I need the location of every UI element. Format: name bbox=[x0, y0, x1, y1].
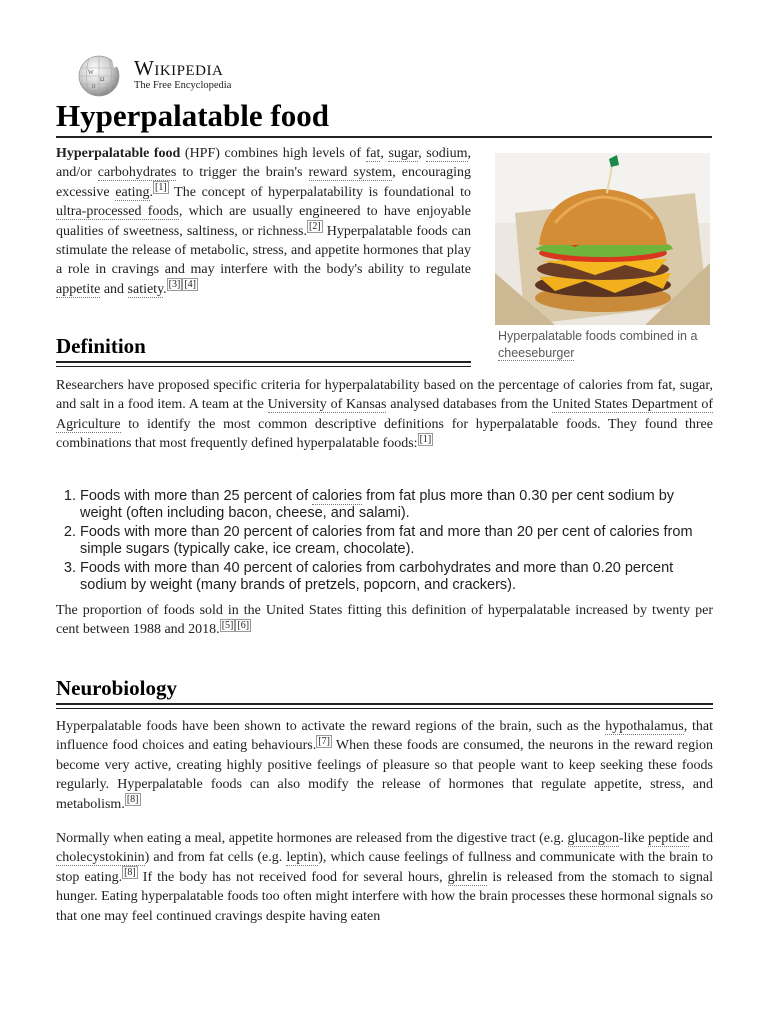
text-run: to trigger the brain's bbox=[176, 165, 309, 181]
citation-8[interactable]: [8] bbox=[126, 793, 139, 805]
text-run: and bbox=[100, 281, 128, 297]
text-run: , that influence food choices and eating behaviours. bbox=[56, 719, 713, 754]
text-run: Normally when eating a meal, appetite hormones are released from the digestive tract (e.g. bbox=[56, 831, 568, 846]
link-cheeseburger[interactable]: cheeseburger bbox=[498, 346, 575, 360]
text-run: Foods with more than 20 percent of calories from fat and more than 20 per cent of calories from simple sugars (typically cake, ice cream, chocolate). bbox=[80, 524, 693, 557]
list-item bbox=[80, 488, 716, 521]
section-divider bbox=[56, 703, 713, 705]
definition-paragraph-1 bbox=[56, 376, 713, 454]
definition-paragraph-2 bbox=[56, 601, 713, 640]
link-carbohydrates[interactable]: carbohydrates bbox=[97, 165, 177, 181]
text-run: , which are usually engineered to have enjoyable qualities of sweetness, saltiness, or richness. bbox=[56, 204, 471, 239]
link-ghrelin[interactable]: ghrelin bbox=[447, 869, 488, 885]
link-glucagon[interactable]: glucagon bbox=[567, 831, 619, 846]
text-run: . bbox=[163, 281, 167, 297]
text-run: from fat plus more than 0.30 per cent sodium by weight (often including bacon, cheese, and salami). bbox=[80, 488, 675, 521]
text-run: -like bbox=[618, 831, 649, 846]
citation-8[interactable]: [8] bbox=[124, 867, 136, 879]
section-divider bbox=[56, 361, 471, 363]
link-hypothalamus[interactable]: hypothalamus bbox=[605, 719, 684, 734]
wikipedia-wordmark: Wikipedia bbox=[134, 56, 224, 80]
text-run: , encouraging excessive bbox=[56, 165, 471, 200]
text-run: , and/or bbox=[56, 146, 472, 181]
definition-criteria-list bbox=[56, 488, 716, 596]
citation-7[interactable]: [7] bbox=[318, 735, 330, 747]
text-run: Foods with more than 40 percent of calories from carbohydrates and more than 0.20 percent sodium by weight (many brands of pretzels, popcorn, and crackers). bbox=[80, 560, 674, 593]
cheeseburger-image[interactable] bbox=[495, 153, 710, 325]
link-usda[interactable]: United States Department of Agriculture bbox=[56, 397, 713, 432]
neurobiology-paragraph-2 bbox=[56, 829, 713, 926]
text-run: and bbox=[689, 831, 714, 846]
text-run: ), which cause feelings of fullness and communicate with the brain to stop eating. bbox=[56, 850, 713, 885]
citation-6[interactable]: [6] bbox=[237, 619, 250, 631]
text-run: If the body has not received food for several hours, bbox=[137, 869, 448, 885]
neurobiology-paragraph-1 bbox=[56, 717, 713, 814]
intro-paragraph bbox=[56, 144, 471, 299]
link-peptide[interactable]: peptide bbox=[648, 831, 690, 846]
text-run: , bbox=[418, 146, 427, 161]
text-run: The proportion of foods sold in the United States fitting this definition of hyperpalatable increased by twenty per cent between 1988 and 2018. bbox=[56, 603, 713, 638]
text-run: The concept of hyperpalatability is foundational to bbox=[168, 184, 471, 200]
text-run: to identify the most common descriptive definitions for hyperpalatable foods. They found three combinations that most frequently defined hyperpalatable foods: bbox=[56, 416, 713, 452]
list-item bbox=[80, 524, 716, 557]
link-leptin[interactable]: leptin bbox=[286, 850, 319, 866]
text-run: is released from the stomach to signal hunger. Eating hyperpalatable foods too often might interfere with how the brain processes these hormonal signals so that one may feel continued cravings despite having eaten bbox=[56, 869, 714, 924]
link-appetite[interactable]: appetite bbox=[56, 281, 101, 297]
svg-text:И: И bbox=[92, 85, 96, 90]
text-run: Foods with more than 25 percent of bbox=[80, 488, 313, 504]
text-run: ) and from fat cells (e.g. bbox=[144, 850, 287, 866]
section-heading-neurobiology: Neurobiology bbox=[56, 676, 177, 700]
citation-1[interactable]: [1] bbox=[419, 433, 432, 445]
svg-text:W: W bbox=[88, 70, 94, 76]
list-item bbox=[80, 560, 716, 593]
citation-5[interactable]: [5] bbox=[221, 619, 234, 631]
citation-4[interactable]: [4] bbox=[184, 279, 197, 291]
citation-2[interactable]: [2] bbox=[309, 220, 321, 232]
text-run: Hyperpalatable foods can stimulate the release of metabolic, stress, and appetite hormones that play a role in cravings and may interfere with the body's ability to regulate bbox=[56, 223, 471, 278]
wikipedia-tagline: The Free Encyclopedia bbox=[134, 80, 232, 91]
link-ultra-processed-foods[interactable]: ultra-processed foods bbox=[56, 204, 179, 220]
link-reward-system[interactable]: reward system bbox=[308, 165, 393, 181]
text-run: , bbox=[380, 146, 389, 161]
link-eating[interactable]: eating bbox=[115, 184, 150, 200]
section-heading-definition: Definition bbox=[56, 334, 146, 358]
text-run: analysed databases from the bbox=[386, 397, 553, 413]
link-satiety[interactable]: satiety bbox=[127, 281, 164, 297]
section-divider-thin bbox=[56, 366, 471, 367]
svg-text:Ω: Ω bbox=[100, 77, 105, 83]
text-run: When these foods are consumed, the neurons in the reward region become very active, creating highly positive feelings of pleasure so that people want to keep seeking these foods regularly. Hyperpalatable foods can also modify the release of hormones that regulate appetite, stress, and metabolism. bbox=[56, 738, 713, 812]
title-divider bbox=[56, 136, 712, 138]
wikipedia-globe-icon bbox=[74, 54, 124, 98]
text-run: (HPF) combines high levels of bbox=[180, 146, 366, 161]
citation-3[interactable]: [3] bbox=[168, 279, 181, 291]
text-run: . bbox=[149, 184, 154, 200]
link-sugar[interactable]: sugar bbox=[388, 146, 419, 161]
section-divider-thin bbox=[56, 708, 713, 709]
link-calories[interactable]: calories bbox=[312, 488, 363, 504]
link-university-of-kansas[interactable]: University of Kansas bbox=[267, 397, 387, 413]
caption-text: Hyperpalatable foods combined in a bbox=[498, 329, 698, 343]
figure-caption bbox=[495, 328, 710, 362]
intro-bold-term: Hyperpalatable food bbox=[56, 146, 181, 161]
infobox-figure bbox=[495, 153, 710, 362]
wikipedia-logo[interactable] bbox=[74, 52, 274, 98]
link-cholecystokinin[interactable]: cholecystokinin bbox=[56, 850, 145, 866]
text-run: Hyperpalatable foods have been shown to activate the reward regions of the brain, such as the bbox=[56, 719, 606, 734]
citation-1[interactable]: [1] bbox=[155, 182, 167, 194]
link-sodium[interactable]: sodium bbox=[426, 146, 468, 161]
link-fat[interactable]: fat bbox=[365, 146, 381, 161]
text-run: Researchers have proposed specific criteria for hyperpalatability based on the percentage of calories from fat, sugar, and salt in a food item. A team at the bbox=[56, 378, 713, 413]
page-title: Hyperpalatable food bbox=[56, 98, 329, 133]
